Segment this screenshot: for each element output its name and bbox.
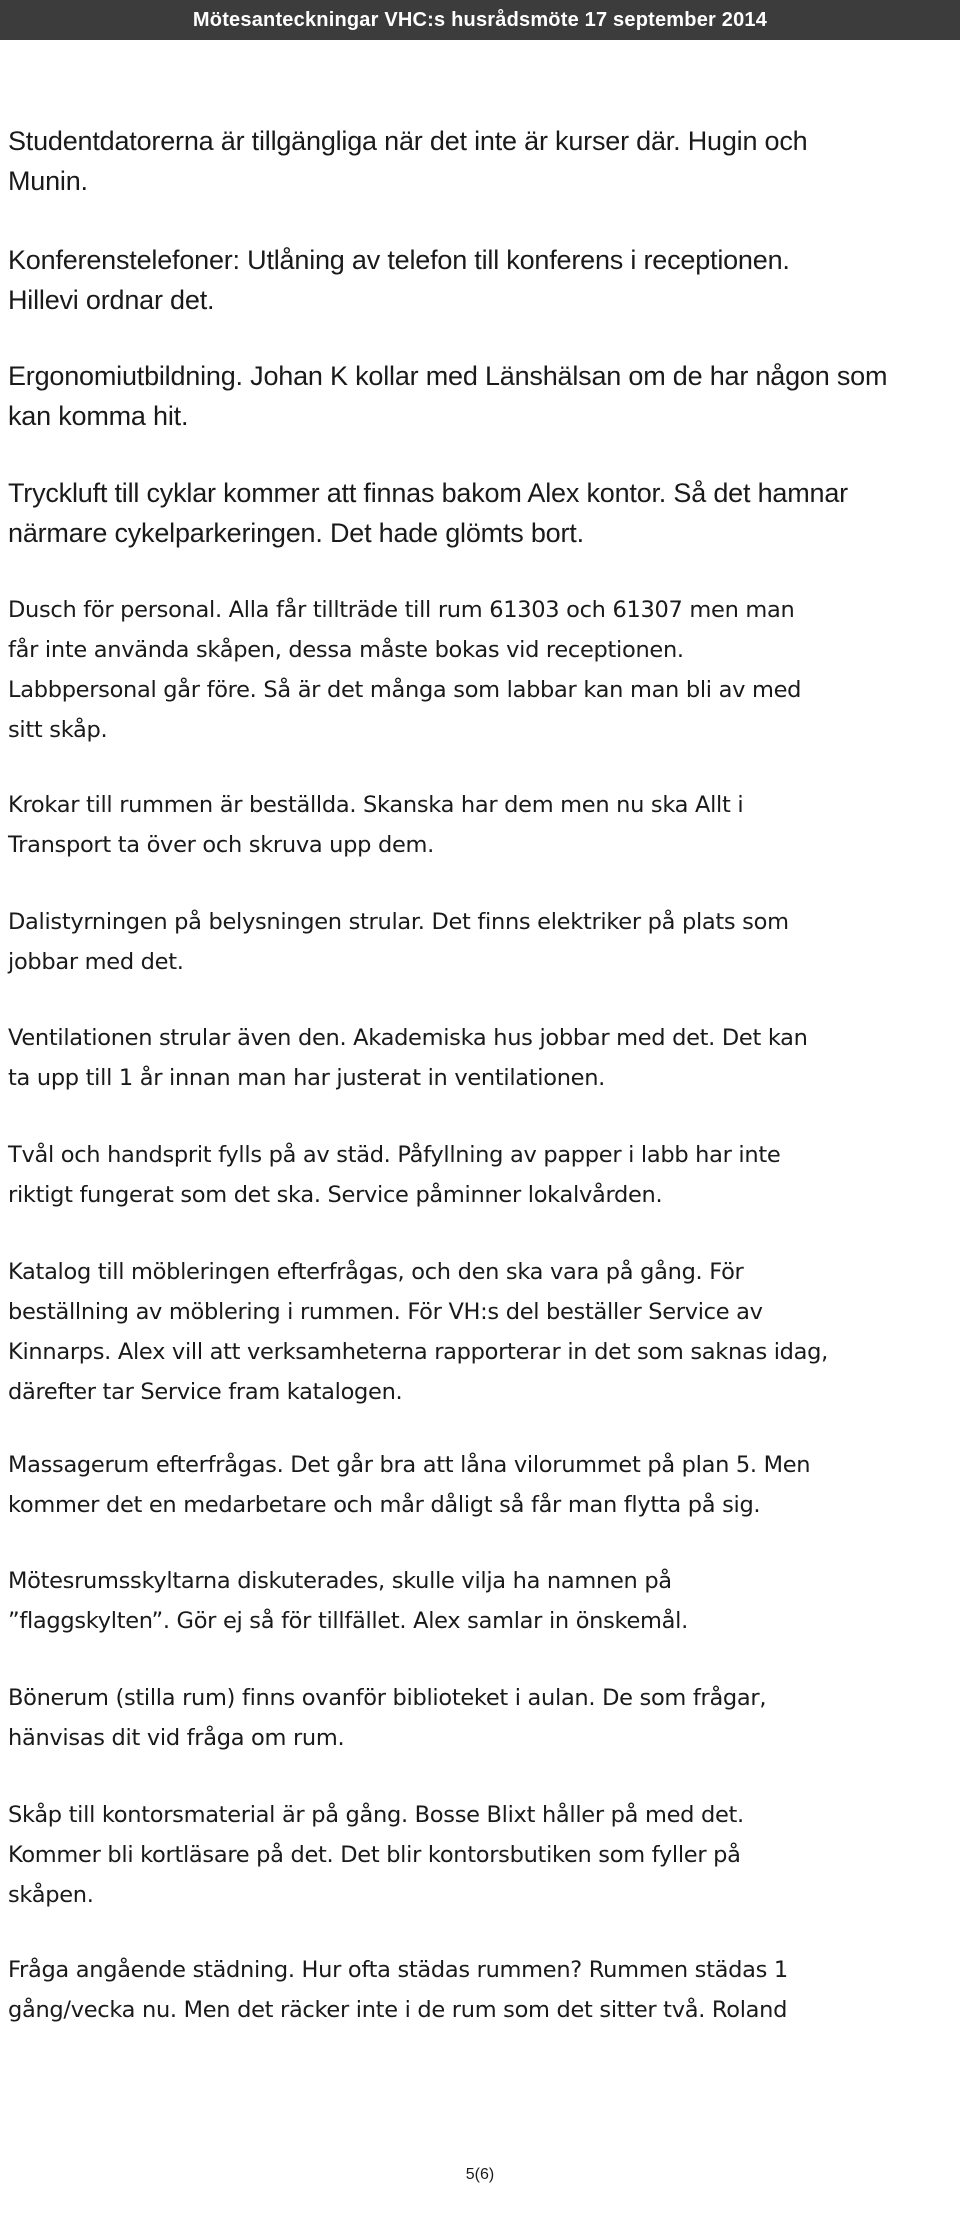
text-line: riktigt fungerat som det ska. Service påminner lokalvården. [8,1182,663,1208]
text-line: får inte använda skåpen, dessa måste bokas vid receptionen. [8,637,684,663]
text-line: Labbpersonal går före. Så är det många som labbar kan man bli av med [8,677,802,703]
text-line: Tvål och handsprit fylls på av städ. Påfyllning av papper i labb har inte [8,1142,781,1168]
paragraph-ventilation [8,1018,808,1098]
text-line: Tryckluft till cyklar kommer att finnas bakom Alex kontor. Så det hamnar [8,478,848,508]
text-line: beställning av möblering i rummen. För VH:s del beställer Service av [8,1299,763,1325]
page-header [0,0,960,40]
paragraph-lighting [8,902,789,982]
paragraph-staff-shower [8,590,801,750]
text-line: skåpen. [8,1882,94,1908]
text-line: Kommer bli kortläsare på det. Det blir kontorsbutiken som fyller på [8,1842,741,1868]
text-line: Ergonomiutbildning. Johan K kollar med Länshälsan om de har någon som [8,361,888,391]
text-line: jobbar med det. [8,949,184,975]
text-line: Ventilationen strular även den. Akademiska hus jobbar med det. Det kan [8,1025,808,1051]
paragraph-prayer-room [8,1678,766,1758]
paragraph-office-supplies [8,1795,744,1915]
text-line: Mötesrumsskyltarna diskuterades, skulle vilja ha namnen på [8,1568,672,1594]
text-line: Krokar till rummen är beställda. Skanska har dem men nu ska Allt i [8,792,744,818]
text-line: Bönerum (stilla rum) finns ovanför biblioteket i aulan. De som frågar, [8,1685,767,1711]
text-line: Massagerum efterfrågas. Det går bra att låna vilorummet på plan 5. Men [8,1452,811,1478]
text-line: ta upp till 1 år innan man har justerat in ventilationen. [8,1065,606,1091]
text-line: Dalistyrningen på belysningen strular. Det finns elektriker på plats som [8,909,789,935]
text-line: Skåp till kontorsmaterial är på gång. Bosse Blixt håller på med det. [8,1802,744,1828]
text-line: sitt skåp. [8,717,108,743]
text-line: Katalog till möbleringen efterfrågas, och den ska vara på gång. För [8,1259,744,1285]
text-line: gång/vecka nu. Men det räcker inte i de rum som det sitter två. Roland [8,1997,788,2023]
paragraph-cleaning [8,1950,788,2030]
paragraph-soap-sanitizer [8,1135,780,1215]
text-line: kommer det en medarbetare och mår dåligt så får man flytta på sig. [8,1492,761,1518]
text-line: Munin. [8,166,88,196]
document-title: Mötesanteckningar VHC:s husrådsmöte 17 september 2014 [192,8,768,31]
text-line: hänvisas dit vid fråga om rum. [8,1725,345,1751]
text-line: därefter tar Service fram katalogen. [8,1379,403,1405]
paragraph-compressed-air [8,473,848,553]
paragraph-student-computers [8,121,808,201]
paragraph-hooks [8,785,743,865]
page-number: 5(6) [465,2166,495,2183]
paragraph-conference-phones [8,240,790,320]
text-line: närmare cykelparkeringen. Det hade glömts bort. [8,518,584,548]
paragraph-room-signs [8,1561,688,1641]
paragraph-ergonomics [8,356,887,436]
paragraph-massage-room [8,1445,810,1525]
text-line: Studentdatorerna är tillgängliga när det inte är kurser där. Hugin och [8,126,808,156]
text-line: Transport ta över och skruva upp dem. [8,832,434,858]
text-line: Konferenstelefoner: Utlåning av telefon till konferens i receptionen. [8,245,790,275]
text-line: ”flaggskylten”. Gör ej så för tillfället. Alex samlar in önskemål. [8,1608,688,1634]
text-line: Fråga angående städning. Hur ofta städas rummen? Rummen städas 1 [8,1957,788,1983]
text-line: kan komma hit. [8,401,189,431]
paragraph-furniture-catalog [8,1252,828,1412]
text-line: Dusch för personal. Alla får tillträde till rum 61303 och 61307 men man [8,597,795,623]
text-line: Hillevi ordnar det. [8,285,215,315]
text-line: Kinnarps. Alex vill att verksamheterna rapporterar in det som saknas idag, [8,1339,828,1365]
